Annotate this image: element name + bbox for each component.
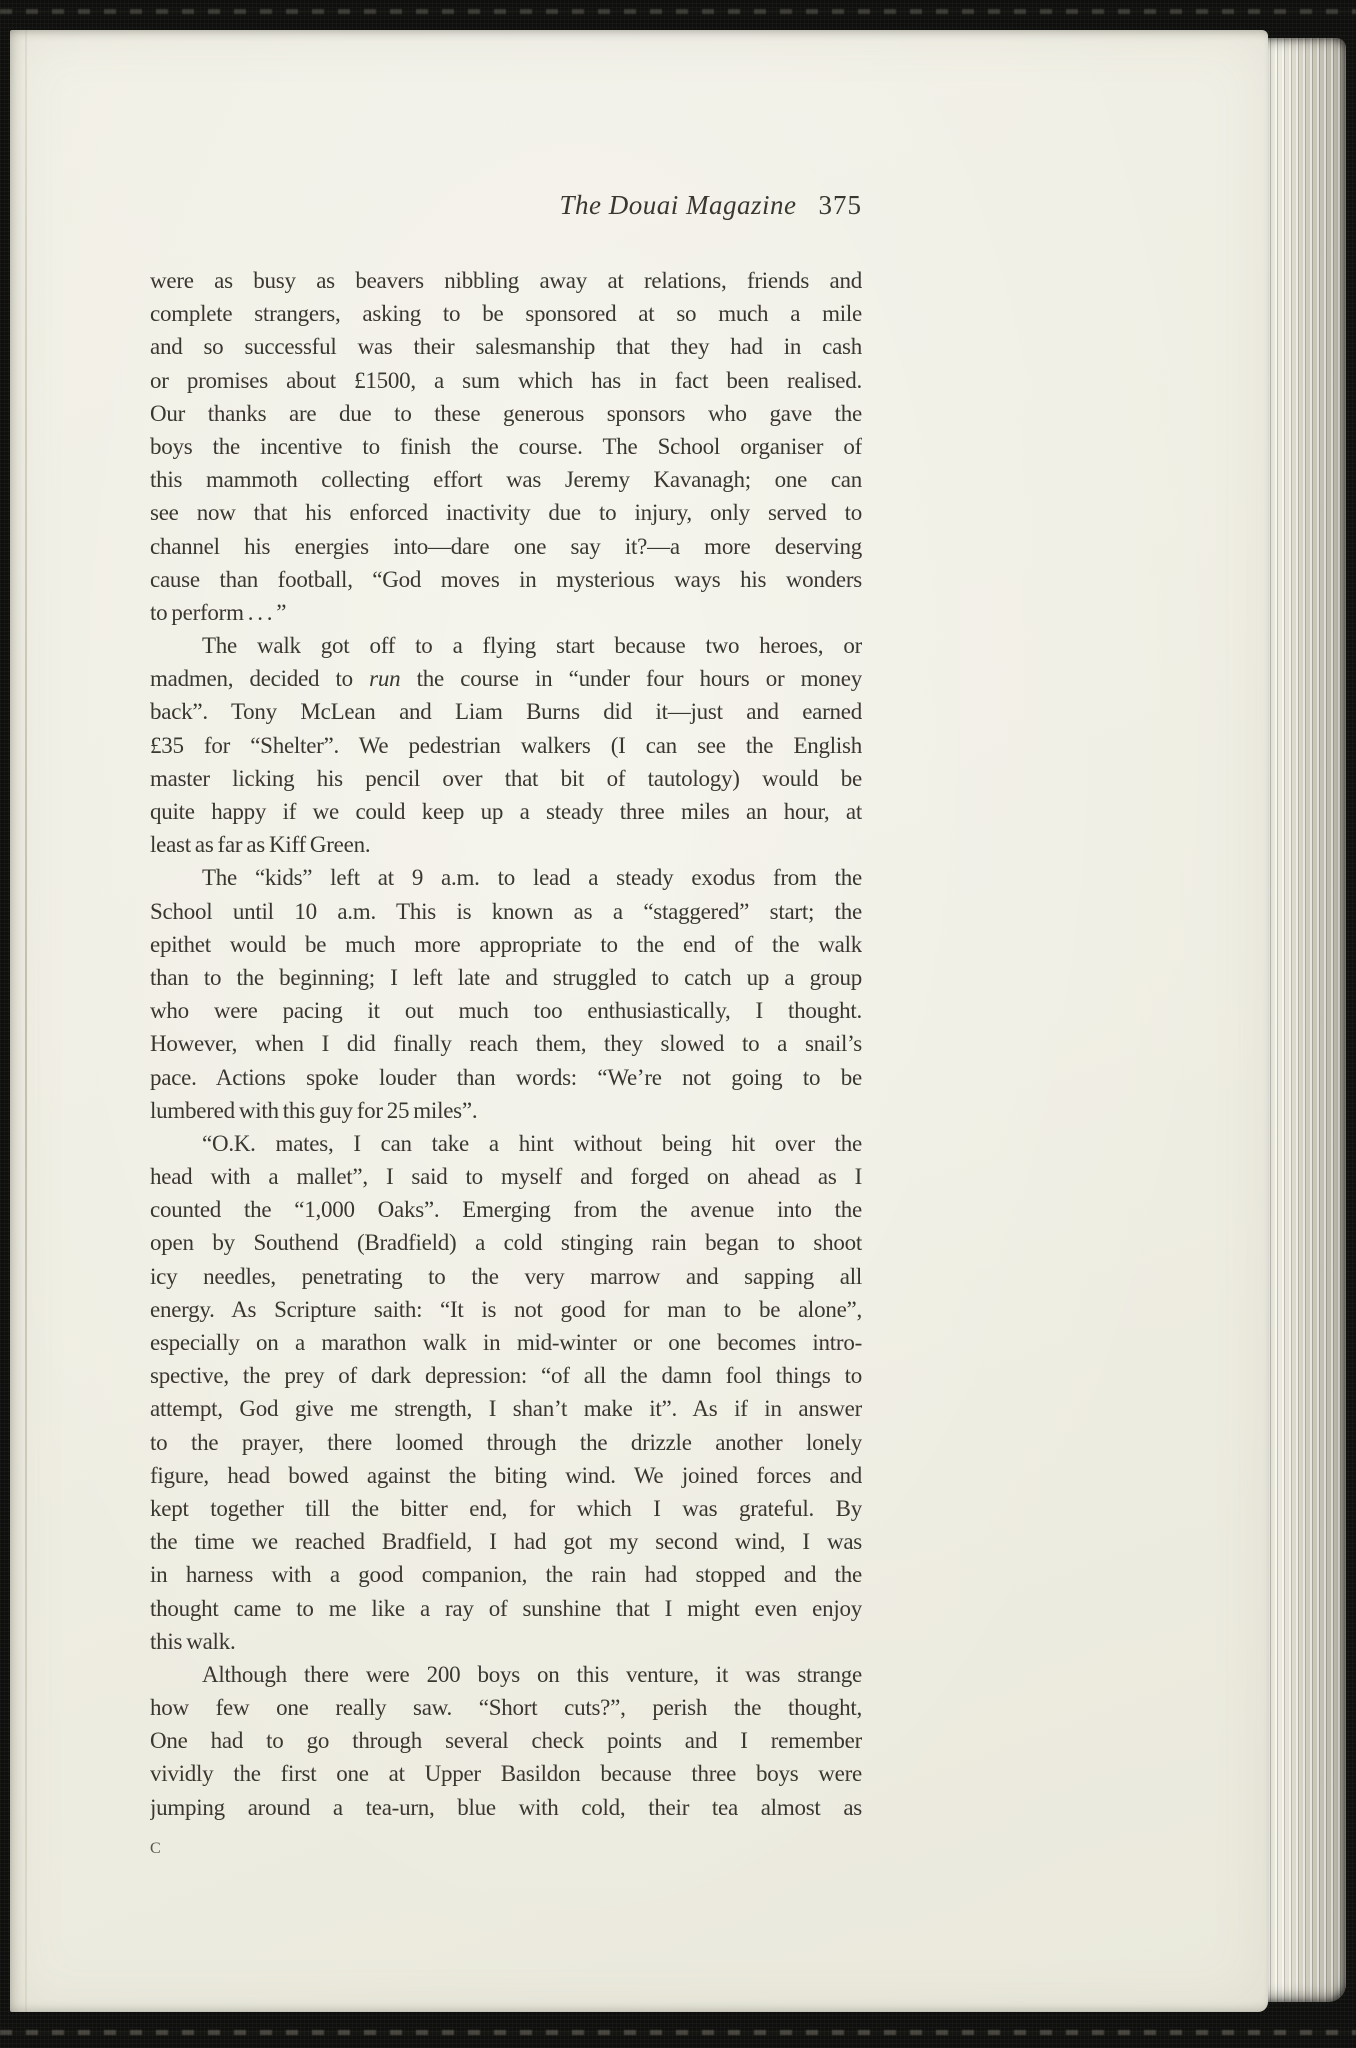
running-header <box>150 190 862 220</box>
text-line: spective, the prey of dark depression: “of all the damn fool things to <box>150 1363 862 1389</box>
text-line: than to the beginning; I left late and struggled to catch up a group <box>150 964 862 990</box>
text-line: thought came to me like a ray of sunshine that I might even enjoy <box>150 1595 862 1621</box>
text-line: madmen, decided to run the course in “under four hours or money <box>150 666 862 692</box>
text-line: the time we reached Bradfield, I had got my second wind, I was <box>150 1529 862 1555</box>
page-number: 375 <box>818 190 862 220</box>
text-line: However, when I did finally reach them, they slowed to a snail’s <box>150 1031 862 1057</box>
text-line: or promises about £1500, a sum which has in fact been realised. <box>150 367 862 393</box>
text-line: channel his energies into—dare one say it?—a more deserving <box>150 533 862 559</box>
signature-mark: C <box>150 1839 162 1857</box>
text-line: to the prayer, there loomed through the drizzle another lonely <box>150 1429 862 1455</box>
text-line: epithet would be much more appropriate to the end of the walk <box>150 931 862 957</box>
text-line: cause than football, “God moves in mysterious ways his wonders <box>150 566 862 592</box>
text-line: Although there were 200 boys on this venture, it was strange <box>202 1661 862 1687</box>
text-line: to perform . . . ” <box>150 599 287 625</box>
text-line: who were pacing it out much too enthusiastically, I thought. <box>150 998 862 1024</box>
text-line: School until 10 a.m. This is known as a “staggered” start; the <box>150 898 862 924</box>
text-line: open by Southend (Bradfield) a cold stinging rain began to shoot <box>150 1230 862 1256</box>
text-column <box>150 190 862 1858</box>
text-line: £35 for “Shelter”. We pedestrian walkers (I can see the English <box>150 732 862 758</box>
magazine-title: The Douai Magazine <box>559 190 797 220</box>
text-line: Our thanks are due to these generous sponsors who gave the <box>150 400 862 426</box>
text-line: “O.K. mates, I can take a hint without being hit over the <box>202 1130 862 1156</box>
text-line: jumping around a tea-urn, blue with cold, their tea almost as <box>150 1794 862 1820</box>
text-line: quite happy if we could keep up a steady three miles an hour, at <box>150 799 862 824</box>
text-line: back”. Tony McLean and Liam Burns did it—just and earned <box>150 699 862 725</box>
text-line: how few one really saw. “Short cuts?”, perish the thought, <box>150 1695 862 1721</box>
body-text <box>150 264 862 1824</box>
gutter-crease <box>25 30 27 2012</box>
text-line: were as busy as beavers nibbling away at relations, friends and <box>150 268 862 293</box>
text-line: vividly the first one at Upper Basildon because three boys were <box>150 1761 862 1787</box>
text-line: master licking his pencil over that bit of tautology) would be <box>150 765 862 791</box>
cover-stitching-top <box>0 9 1356 14</box>
text-line: see now that his enforced inactivity due to injury, only served to <box>150 500 862 526</box>
text-line: attempt, God give me strength, I shan’t make it”. As if in answer <box>150 1396 862 1422</box>
text-line: head with a mallet”, I said to myself and forged on ahead as I <box>150 1164 862 1190</box>
text-line: lumbered with this guy for 25 miles”. <box>150 1097 478 1123</box>
text-line: this walk. <box>150 1628 236 1654</box>
text-line: complete strangers, asking to be sponsored at so much a mile <box>150 301 862 327</box>
text-line: icy needles, penetrating to the very marrow and sapping all <box>150 1263 862 1289</box>
text-line: least as far as Kiff Green. <box>150 832 371 858</box>
page-edge-stack <box>1268 38 1346 2002</box>
text-line: boys the incentive to finish the course. The School organiser of <box>150 433 862 459</box>
text-line: especially on a marathon walk in mid-winter or one becomes intro- <box>150 1330 862 1355</box>
text-line: pace. Actions spoke louder than words: “We’re not going to be <box>150 1064 862 1090</box>
text-line: counted the “1,000 Oaks”. Emerging from the avenue into the <box>150 1197 862 1223</box>
text-line: this mammoth collecting effort was Jeremy Kavanagh; one can <box>150 467 862 493</box>
magazine-page <box>10 30 1268 2012</box>
text-line: kept together till the bitter end, for which I was grateful. By <box>150 1495 862 1521</box>
text-line: and so successful was their salesmanship that they had in cash <box>150 334 862 360</box>
text-line: energy. As Scripture saith: “It is not good for man to be alone”, <box>150 1296 862 1322</box>
text-line: The walk got off to a flying start because two heroes, or <box>202 633 862 659</box>
cover-stitching-bottom <box>0 2030 1356 2035</box>
text-line: The “kids” left at 9 a.m. to lead a steady exodus from the <box>202 865 862 891</box>
text-line: in harness with a good companion, the rain had stopped and the <box>150 1562 862 1588</box>
text-line: One had to go through several check points and I remember <box>150 1728 862 1754</box>
text-line: figure, head bowed against the biting wind. We joined forces and <box>150 1462 862 1488</box>
